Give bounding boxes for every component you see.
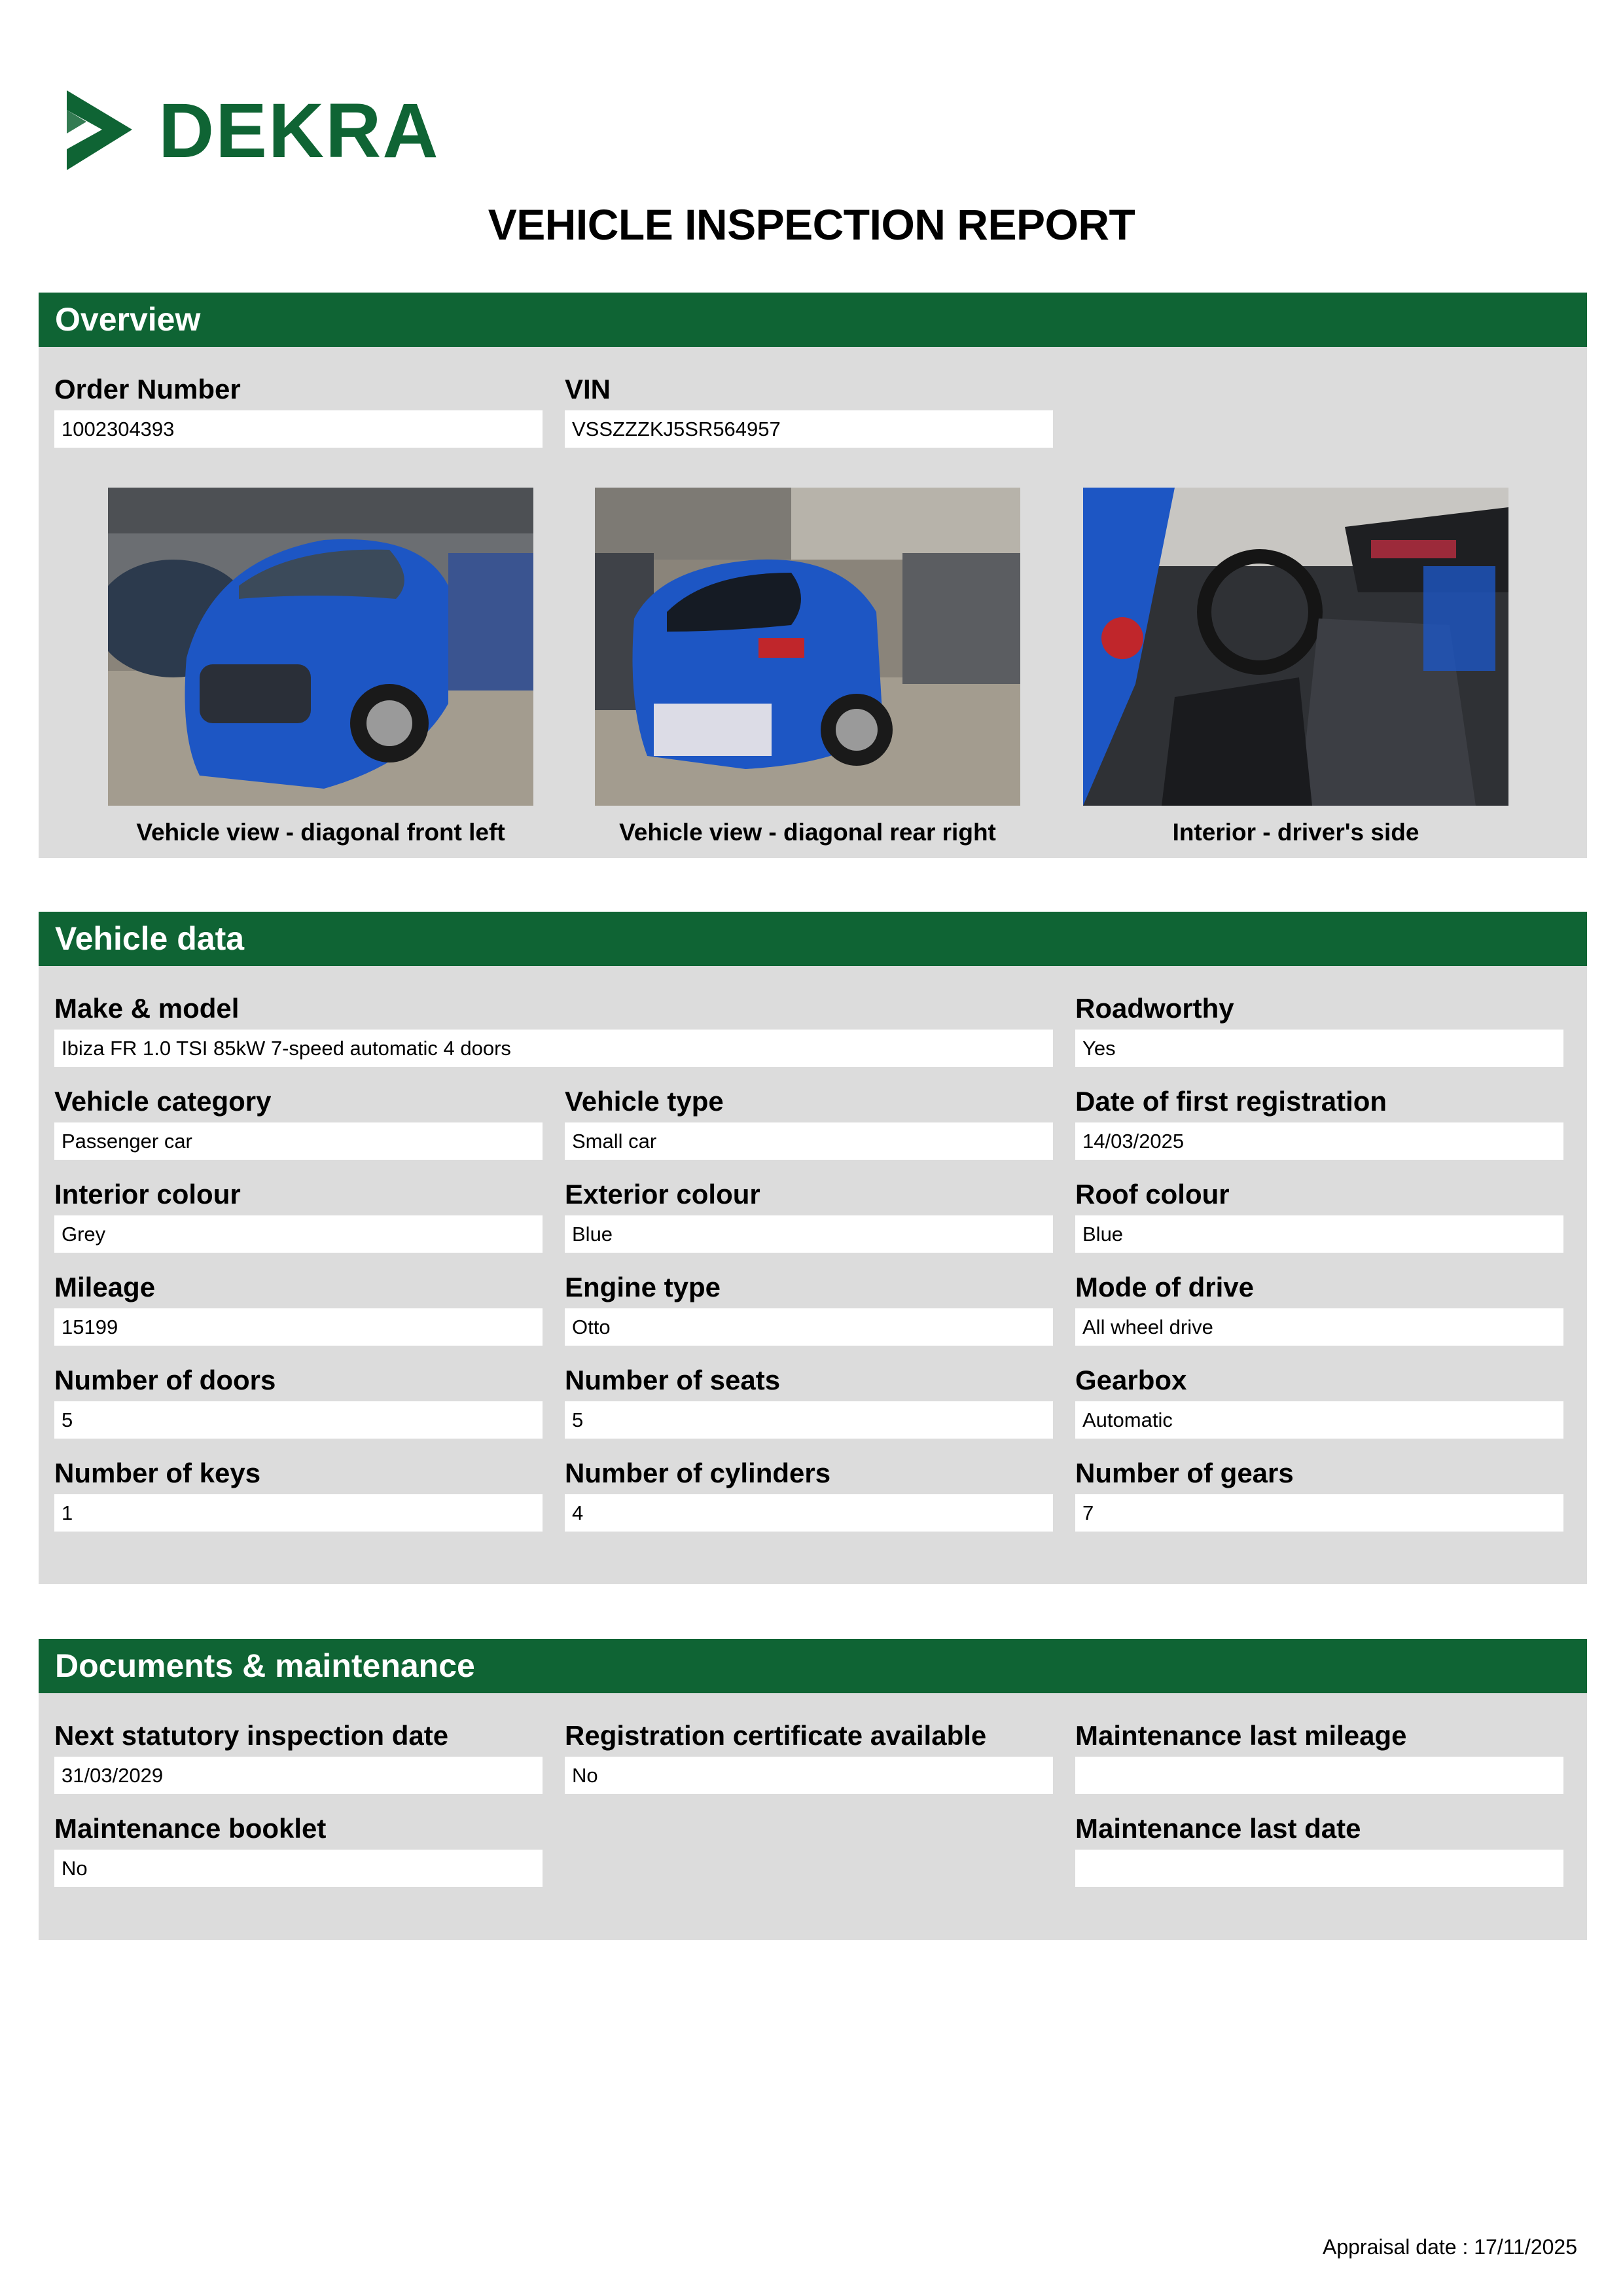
vehicle-category-field bbox=[54, 1085, 543, 1160]
mileage-label: Mileage bbox=[54, 1272, 156, 1302]
vehicle-data-section bbox=[39, 912, 1587, 1584]
order-number-value: 1002304393 bbox=[54, 410, 543, 448]
maintenance-last-date-label: Maintenance last date bbox=[1075, 1813, 1361, 1844]
interior-colour-value: Grey bbox=[54, 1215, 543, 1253]
vehicle-type-label: Vehicle type bbox=[565, 1086, 724, 1117]
dekra-logo-text: DEKRA bbox=[158, 88, 440, 174]
engine-type-field bbox=[565, 1270, 1053, 1346]
maintenance-last-mileage-value bbox=[1075, 1757, 1563, 1794]
photo-rear-right-caption: Vehicle view - diagonal rear right bbox=[619, 819, 996, 846]
maintenance-booklet-field bbox=[54, 1812, 543, 1887]
number-of-keys-field bbox=[54, 1456, 543, 1532]
maintenance-last-date-value bbox=[1075, 1850, 1563, 1887]
number-of-keys-label: Number of keys bbox=[54, 1458, 261, 1488]
mode-of-drive-value: All wheel drive bbox=[1075, 1308, 1563, 1346]
make-model-label: Make & model bbox=[54, 993, 240, 1024]
overview-section bbox=[39, 293, 1587, 858]
overview-header: Overview bbox=[39, 293, 1587, 347]
roof-colour-field bbox=[1075, 1177, 1563, 1253]
vin-label: VIN bbox=[565, 374, 611, 404]
gearbox-field bbox=[1075, 1363, 1563, 1439]
exterior-colour-label: Exterior colour bbox=[565, 1179, 760, 1210]
documents-header: Documents & maintenance bbox=[39, 1639, 1587, 1693]
mileage-field bbox=[54, 1270, 543, 1346]
number-of-gears-value: 7 bbox=[1075, 1494, 1563, 1532]
maintenance-booklet-label: Maintenance booklet bbox=[54, 1813, 327, 1844]
make-model-field bbox=[54, 992, 1053, 1067]
engine-type-value: Otto bbox=[565, 1308, 1053, 1346]
order-number-label: Order Number bbox=[54, 374, 241, 404]
number-of-keys-value: 1 bbox=[54, 1494, 543, 1532]
number-of-cylinders-value: 4 bbox=[565, 1494, 1053, 1532]
next-inspection-value: 31/03/2029 bbox=[54, 1757, 543, 1794]
number-of-doors-label: Number of doors bbox=[54, 1365, 276, 1395]
report-title: VEHICLE INSPECTION REPORT bbox=[488, 200, 1135, 249]
number-of-gears-field bbox=[1075, 1456, 1563, 1532]
vehicle-type-value: Small car bbox=[565, 1122, 1053, 1160]
engine-type-label: Engine type bbox=[565, 1272, 721, 1302]
number-of-doors-value: 5 bbox=[54, 1401, 543, 1439]
number-of-cylinders-field bbox=[565, 1456, 1053, 1532]
number-of-gears-label: Number of gears bbox=[1075, 1458, 1294, 1488]
first-registration-label: Date of first registration bbox=[1075, 1086, 1387, 1117]
number-of-doors-field bbox=[54, 1363, 543, 1439]
first-registration-value: 14/03/2025 bbox=[1075, 1122, 1563, 1160]
next-inspection-label: Next statutory inspection date bbox=[54, 1720, 449, 1751]
interior-colour-field bbox=[54, 1177, 543, 1253]
roof-colour-value: Blue bbox=[1075, 1215, 1563, 1253]
vehicle-category-value: Passenger car bbox=[54, 1122, 543, 1160]
maintenance-last-mileage-field bbox=[1075, 1719, 1563, 1794]
next-inspection-field bbox=[54, 1719, 543, 1794]
vin-field bbox=[565, 372, 1053, 448]
first-registration-field bbox=[1075, 1085, 1563, 1160]
roof-colour-label: Roof colour bbox=[1075, 1179, 1230, 1210]
registration-certificate-label: Registration certificate available bbox=[565, 1720, 987, 1751]
roadworthy-field bbox=[1075, 992, 1563, 1067]
interior-colour-label: Interior colour bbox=[54, 1179, 241, 1210]
number-of-seats-field bbox=[565, 1363, 1053, 1439]
gearbox-label: Gearbox bbox=[1075, 1365, 1187, 1395]
roadworthy-label: Roadworthy bbox=[1075, 993, 1234, 1024]
number-of-cylinders-label: Number of cylinders bbox=[565, 1458, 831, 1488]
documents-section bbox=[39, 1639, 1587, 1940]
photo-interior-caption: Interior - driver's side bbox=[1172, 819, 1419, 846]
photo-front-left-caption: Vehicle view - diagonal front left bbox=[136, 819, 505, 846]
photo-front-left[interactable] bbox=[108, 488, 533, 806]
vehicle-data-header: Vehicle data bbox=[39, 912, 1587, 966]
vin-value: VSSZZZKJ5SR564957 bbox=[565, 410, 1053, 448]
maintenance-last-mileage-label: Maintenance last mileage bbox=[1075, 1720, 1407, 1751]
make-model-value: Ibiza FR 1.0 TSI 85kW 7-speed automatic 4 doors bbox=[54, 1030, 1053, 1067]
mileage-value: 15199 bbox=[54, 1308, 543, 1346]
order-number-field bbox=[54, 372, 543, 448]
exterior-colour-value: Blue bbox=[565, 1215, 1053, 1253]
number-of-seats-label: Number of seats bbox=[565, 1365, 781, 1395]
roadworthy-value: Yes bbox=[1075, 1030, 1563, 1067]
mode-of-drive-label: Mode of drive bbox=[1075, 1272, 1255, 1302]
gearbox-value: Automatic bbox=[1075, 1401, 1563, 1439]
photo-rear-right[interactable] bbox=[595, 488, 1020, 806]
vehicle-category-label: Vehicle category bbox=[54, 1086, 272, 1117]
number-of-seats-value: 5 bbox=[565, 1401, 1053, 1439]
registration-certificate-field bbox=[565, 1719, 1053, 1794]
maintenance-booklet-value: No bbox=[54, 1850, 543, 1887]
registration-certificate-value: No bbox=[565, 1757, 1053, 1794]
appraisal-date: Appraisal date : 17/11/2025 bbox=[1322, 2235, 1577, 2259]
photo-interior[interactable] bbox=[1083, 488, 1508, 806]
dekra-logo bbox=[60, 85, 440, 177]
vehicle-type-field bbox=[565, 1085, 1053, 1160]
maintenance-last-date-field bbox=[1075, 1812, 1563, 1887]
exterior-colour-field bbox=[565, 1177, 1053, 1253]
dekra-logo-mark-icon bbox=[60, 85, 152, 177]
mode-of-drive-field bbox=[1075, 1270, 1563, 1346]
